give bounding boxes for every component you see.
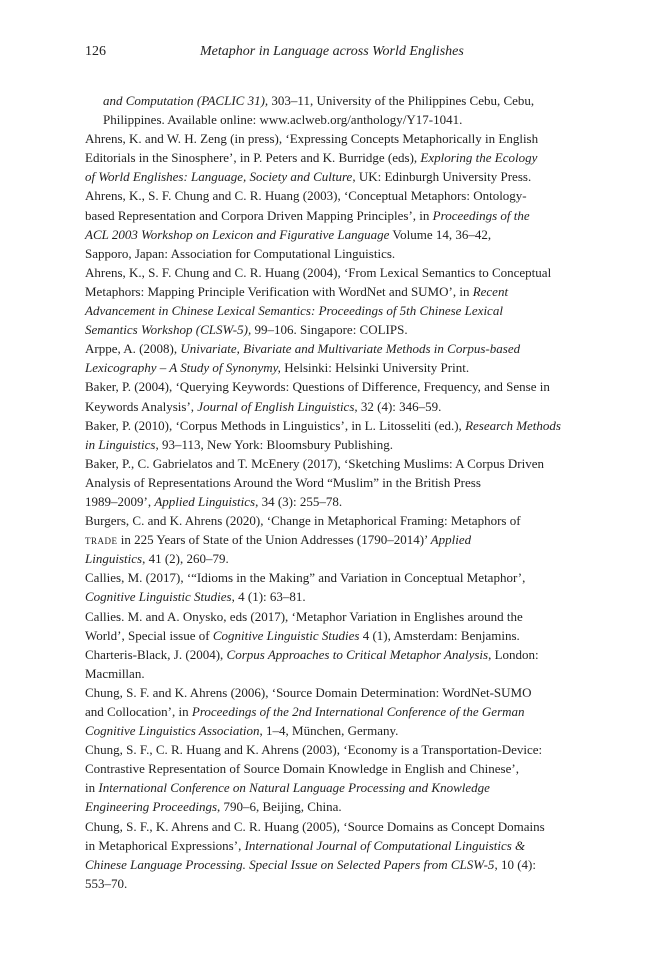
italic-text: Proceedings of the: [432, 207, 530, 223]
reference-line: [85, 664, 565, 683]
reference-line: [85, 263, 565, 282]
reference-line: [85, 587, 565, 606]
reference-text: Baker, P. (2004), ‘Querying Keywords: Questions of Difference, Frequency, and Sense in: [85, 379, 550, 395]
reference-line: [85, 607, 565, 626]
italic-text: and Computation (PACLIC 31),: [103, 93, 269, 108]
reference-entry: [85, 568, 565, 606]
italic-text: Chinese Language Processing. Special Issue on Selected Papers from CLSW-5: [85, 856, 495, 872]
reference-line: [85, 129, 565, 148]
reference-text: Contrastive Representation of Source Domain Knowledge in English and Chinese’,: [85, 761, 519, 777]
reference-line: [103, 91, 565, 110]
italic-text: Cognitive Linguistic Studies: [85, 589, 232, 605]
reference-text: Keywords Analysis’,: [85, 398, 198, 414]
reference-text: in Metaphorical Expressions’,: [85, 837, 245, 853]
reference-line: [103, 110, 565, 129]
italic-text: Lexicography – A Study of Synonymy,: [85, 360, 281, 376]
reference-text: , 32 (4): 346–59.: [354, 398, 442, 414]
italic-text: International Conference on Natural Language Processing and Knowledge: [98, 780, 490, 796]
reference-line: [85, 740, 565, 759]
reference-text: Baker, P., C. Gabrielatos and T. McEnery (2017), ‘Sketching Muslims: A Corpus Driven: [85, 455, 544, 471]
reference-line: [85, 568, 565, 587]
reference-line: [85, 206, 565, 225]
reference-line: [85, 683, 565, 702]
reference-line: [85, 778, 565, 797]
italic-text: Corpus Approaches to Critical Metaphor Analysis: [226, 646, 489, 662]
reference-text: in: [85, 780, 99, 796]
reference-entry: [85, 454, 565, 511]
italic-text: Linguistics: [85, 551, 143, 567]
italic-text: Journal of English Linguistics: [197, 398, 355, 414]
reference-entry: [85, 416, 565, 454]
italic-text: Applied Linguistics: [154, 493, 256, 509]
reference-line: [85, 530, 565, 549]
reference-text: , 790–6, Beijing, China.: [217, 799, 342, 815]
reference-line: [85, 225, 565, 244]
small-caps-text: trade: [85, 532, 118, 548]
reference-entry: [85, 740, 565, 816]
reference-line: [85, 435, 565, 454]
reference-line: [85, 549, 565, 568]
reference-entry: [85, 511, 565, 568]
reference-line: [85, 358, 565, 377]
reference-text: 4 (1), Amsterdam: Benjamins.: [359, 627, 520, 643]
reference-entry: [85, 339, 565, 377]
reference-line: [85, 244, 565, 263]
reference-text: 553–70.: [85, 875, 128, 891]
reference-text: Ahrens, K., S. F. Chung and C. R. Huang (2003), ‘Conceptual Metaphors: Ontology-: [85, 188, 527, 204]
reference-text: Metaphors: Mapping Principle Verification with WordNet and SUMO’, in: [85, 283, 473, 299]
reference-entry: [85, 377, 565, 415]
italic-text: Cognitive Linguistic Studies: [212, 627, 360, 643]
italic-text: of World Englishes: Language, Society and Culture: [85, 169, 353, 185]
reference-text: Chung, S. F., C. R. Huang and K. Ahrens (2003), ‘Economy is a Transportation-Device:: [85, 742, 543, 758]
reference-text: Editorials in the Sinosphere’, in P. Peters and K. Burridge (eds),: [85, 150, 421, 166]
reference-text: , 34 (3): 255–78.: [255, 493, 343, 509]
reference-line: [85, 167, 565, 186]
reference-text: Ahrens, K., S. F. Chung and C. R. Huang (2004), ‘From Lexical Semantics to Conceptual: [85, 264, 552, 280]
reference-line: [85, 797, 565, 816]
reference-text: Ahrens, K. and W. H. Zeng (in press), ‘Expressing Concepts Metaphorically in English: [85, 131, 539, 147]
italic-text: ACL 2003 Workshop on Lexicon and Figurative Language: [85, 226, 390, 242]
reference-line: [85, 874, 565, 893]
reference-entry: [85, 683, 565, 740]
reference-text: Chung, S. F., K. Ahrens and C. R. Huang (2005), ‘Source Domains as Concept Domains: [85, 818, 545, 834]
reference-entry: [85, 817, 565, 893]
reference-text: Philippines. Available online: www.aclweb.org/anthology/Y17-1041.: [103, 112, 463, 128]
italic-text: in Linguistics: [85, 436, 156, 452]
reference-line: [85, 817, 565, 836]
reference-text: and Collocation’, in: [85, 704, 192, 719]
reference-text: 1989–2009’,: [85, 493, 155, 509]
reference-text: , 93–113, New York: Bloomsbury Publishing.: [155, 436, 393, 452]
reference-line: [85, 397, 565, 416]
reference-text: Helsinki: Helsinki University Print.: [280, 360, 470, 376]
reference-text: 99–106. Singapore: COLIPS.: [251, 322, 408, 338]
reference-line: [85, 339, 565, 358]
italic-text: Advancement in Chinese Lexical Semantics: Proceedings of 5th Chinese Lexical: [85, 303, 503, 319]
reference-line: [85, 511, 565, 530]
reference-text: , London:: [488, 646, 539, 662]
italic-text: Exploring the Ecology: [420, 150, 538, 166]
italic-text: Semantics Workshop (CLSW-5),: [85, 322, 252, 338]
reference-line: [85, 377, 565, 396]
reference-line: [85, 148, 565, 167]
reference-entry: [85, 263, 565, 339]
reference-text: , 41 (2), 260–79.: [142, 551, 229, 567]
reference-text: Baker, P. (2010), ‘Corpus Methods in Linguistics’, in L. Litosseliti (ed.),: [85, 417, 466, 433]
reference-text: Charteris-Black, J. (2004),: [85, 646, 227, 662]
reference-text: Callies, M. (2017), ‘“Idioms in the Making” and Variation in Conceptual Metaphor’,: [85, 570, 526, 586]
reference-text: , 4 (1): 63–81.: [231, 589, 306, 605]
reference-text: Macmillan.: [85, 665, 145, 681]
italic-text: Recent: [472, 283, 509, 299]
italic-text: Engineering Proceedings: [85, 799, 218, 815]
reference-list: [85, 91, 565, 893]
reference-line: [85, 416, 565, 435]
reference-line: [85, 645, 565, 664]
reference-entry: [85, 607, 565, 645]
reference-text: Burgers, C. and K. Ahrens (2020), ‘Change in Metaphorical Framing: Metaphors of: [85, 513, 521, 529]
reference-text: Volume 14, 36–42,: [389, 226, 492, 242]
italic-text: Research Methods: [465, 417, 561, 433]
reference-text: Sapporo, Japan: Association for Computational Linguistics.: [85, 245, 396, 261]
reference-text: , UK: Edinburgh University Press.: [352, 169, 532, 185]
reference-text: , 1–4, München, Germany.: [259, 723, 399, 739]
reference-line: [85, 836, 565, 855]
reference-text: , 10 (4):: [494, 856, 536, 872]
reference-entry: [85, 645, 565, 683]
reference-line: [85, 301, 565, 320]
reference-text: Arppe, A. (2008),: [85, 341, 181, 357]
reference-text: Analysis of Representations Around the Word “Muslim” in the British Press: [85, 474, 481, 490]
italic-text: Cognitive Linguistics Association: [85, 723, 260, 739]
running-title: Metaphor in Language across World Englishes: [200, 44, 464, 59]
reference-entry: [85, 186, 565, 262]
reference-text: Chung, S. F. and K. Ahrens (2006), ‘Source Domain Determination: WordNet-SUMO: [85, 684, 532, 700]
reference-line: [85, 473, 565, 492]
reference-line: [85, 626, 565, 645]
italic-text: Univariate, Bivariate and Multivariate Methods in Corpus-based: [180, 341, 521, 357]
page-number: 126: [85, 44, 106, 59]
italic-text: Proceedings of the 2nd International Conference of the German: [191, 704, 525, 719]
reference-line: [85, 759, 565, 778]
reference-line: [85, 855, 565, 874]
reference-text: based Representation and Corpora Driven Mapping Principles’, in: [85, 207, 433, 223]
reference-text: in 225 Years of State of the Union Addresses (1790–2014)’: [117, 532, 431, 548]
reference-text: 303–11, University of the Philippines Cebu, Cebu,: [268, 93, 535, 108]
reference-line: [85, 282, 565, 301]
reference-line: [85, 721, 565, 740]
reference-entry-continued: [85, 91, 565, 129]
reference-text: Callies. M. and A. Onysko, eds (2017), ‘Metaphor Variation in Englishes around the: [85, 608, 523, 624]
reference-line: [85, 320, 565, 339]
reference-text: World’, Special issue of: [85, 627, 213, 643]
reference-line: [85, 454, 565, 473]
running-head: [85, 44, 565, 64]
reference-line: [85, 186, 565, 205]
reference-line: [85, 492, 565, 511]
reference-entry: [85, 129, 565, 186]
italic-text: International Journal of Computational Linguistics &: [244, 837, 526, 853]
italic-text: Applied: [430, 532, 472, 548]
reference-line: [85, 702, 565, 721]
